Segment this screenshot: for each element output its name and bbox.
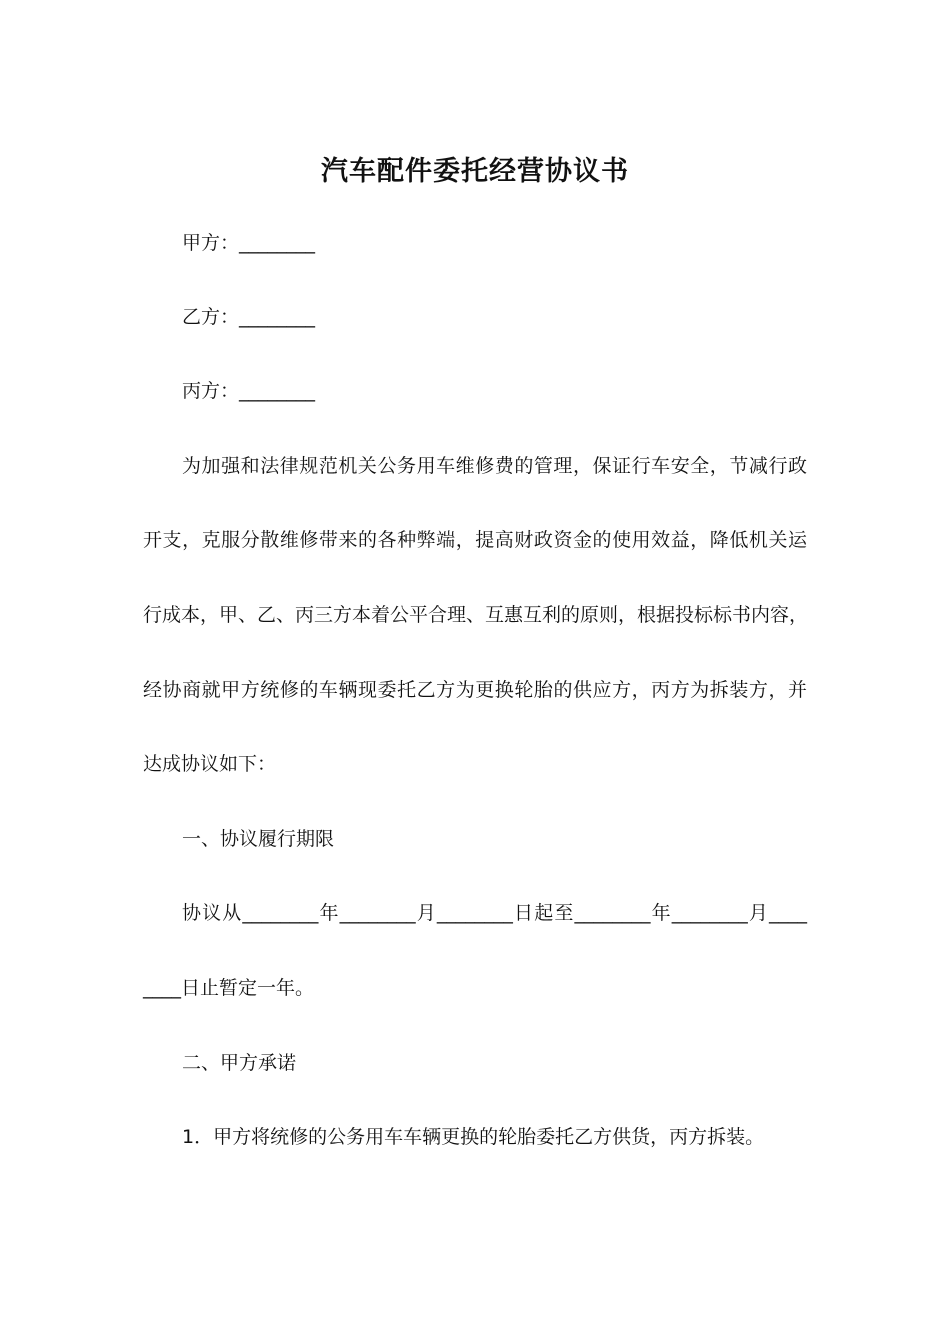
party-b-line: 乙方：________ [182,306,316,328]
section-1-line-2: ____日止暂定一年。 [143,977,315,999]
section-1-line-1: 协议从________年________月________日起至________年________月____ [182,902,807,924]
section-2-heading: 二、甲方承诺 [182,1052,297,1074]
preamble-line-3: 行成本，甲、乙、丙三方本着公平合理、互惠互利的原则，根据投标标书内容， [143,604,809,626]
party-c-line: 丙方：________ [182,380,316,402]
preamble-line-2: 开支，克服分散维修带来的各种弊端，提高财政资金的使用效益，降低机关运 [143,529,807,551]
document-title: 汽车配件委托经营协议书 [321,156,629,187]
section-2-item-1: 1．甲方将统修的公务用车车辆更换的轮胎委托乙方供货，丙方拆装。 [182,1126,765,1148]
preamble-line-1: 为加强和法律规范机关公务用车维修费的管理，保证行车安全，节减行政 [182,455,807,477]
preamble-line-4: 经协商就甲方统修的车辆现委托乙方为更换轮胎的供应方，丙方为拆装方，并 [143,679,807,701]
preamble-line-5: 达成协议如下： [143,753,277,775]
section-1-heading: 一、协议履行期限 [182,828,335,850]
party-a-line: 甲方：________ [182,232,316,254]
